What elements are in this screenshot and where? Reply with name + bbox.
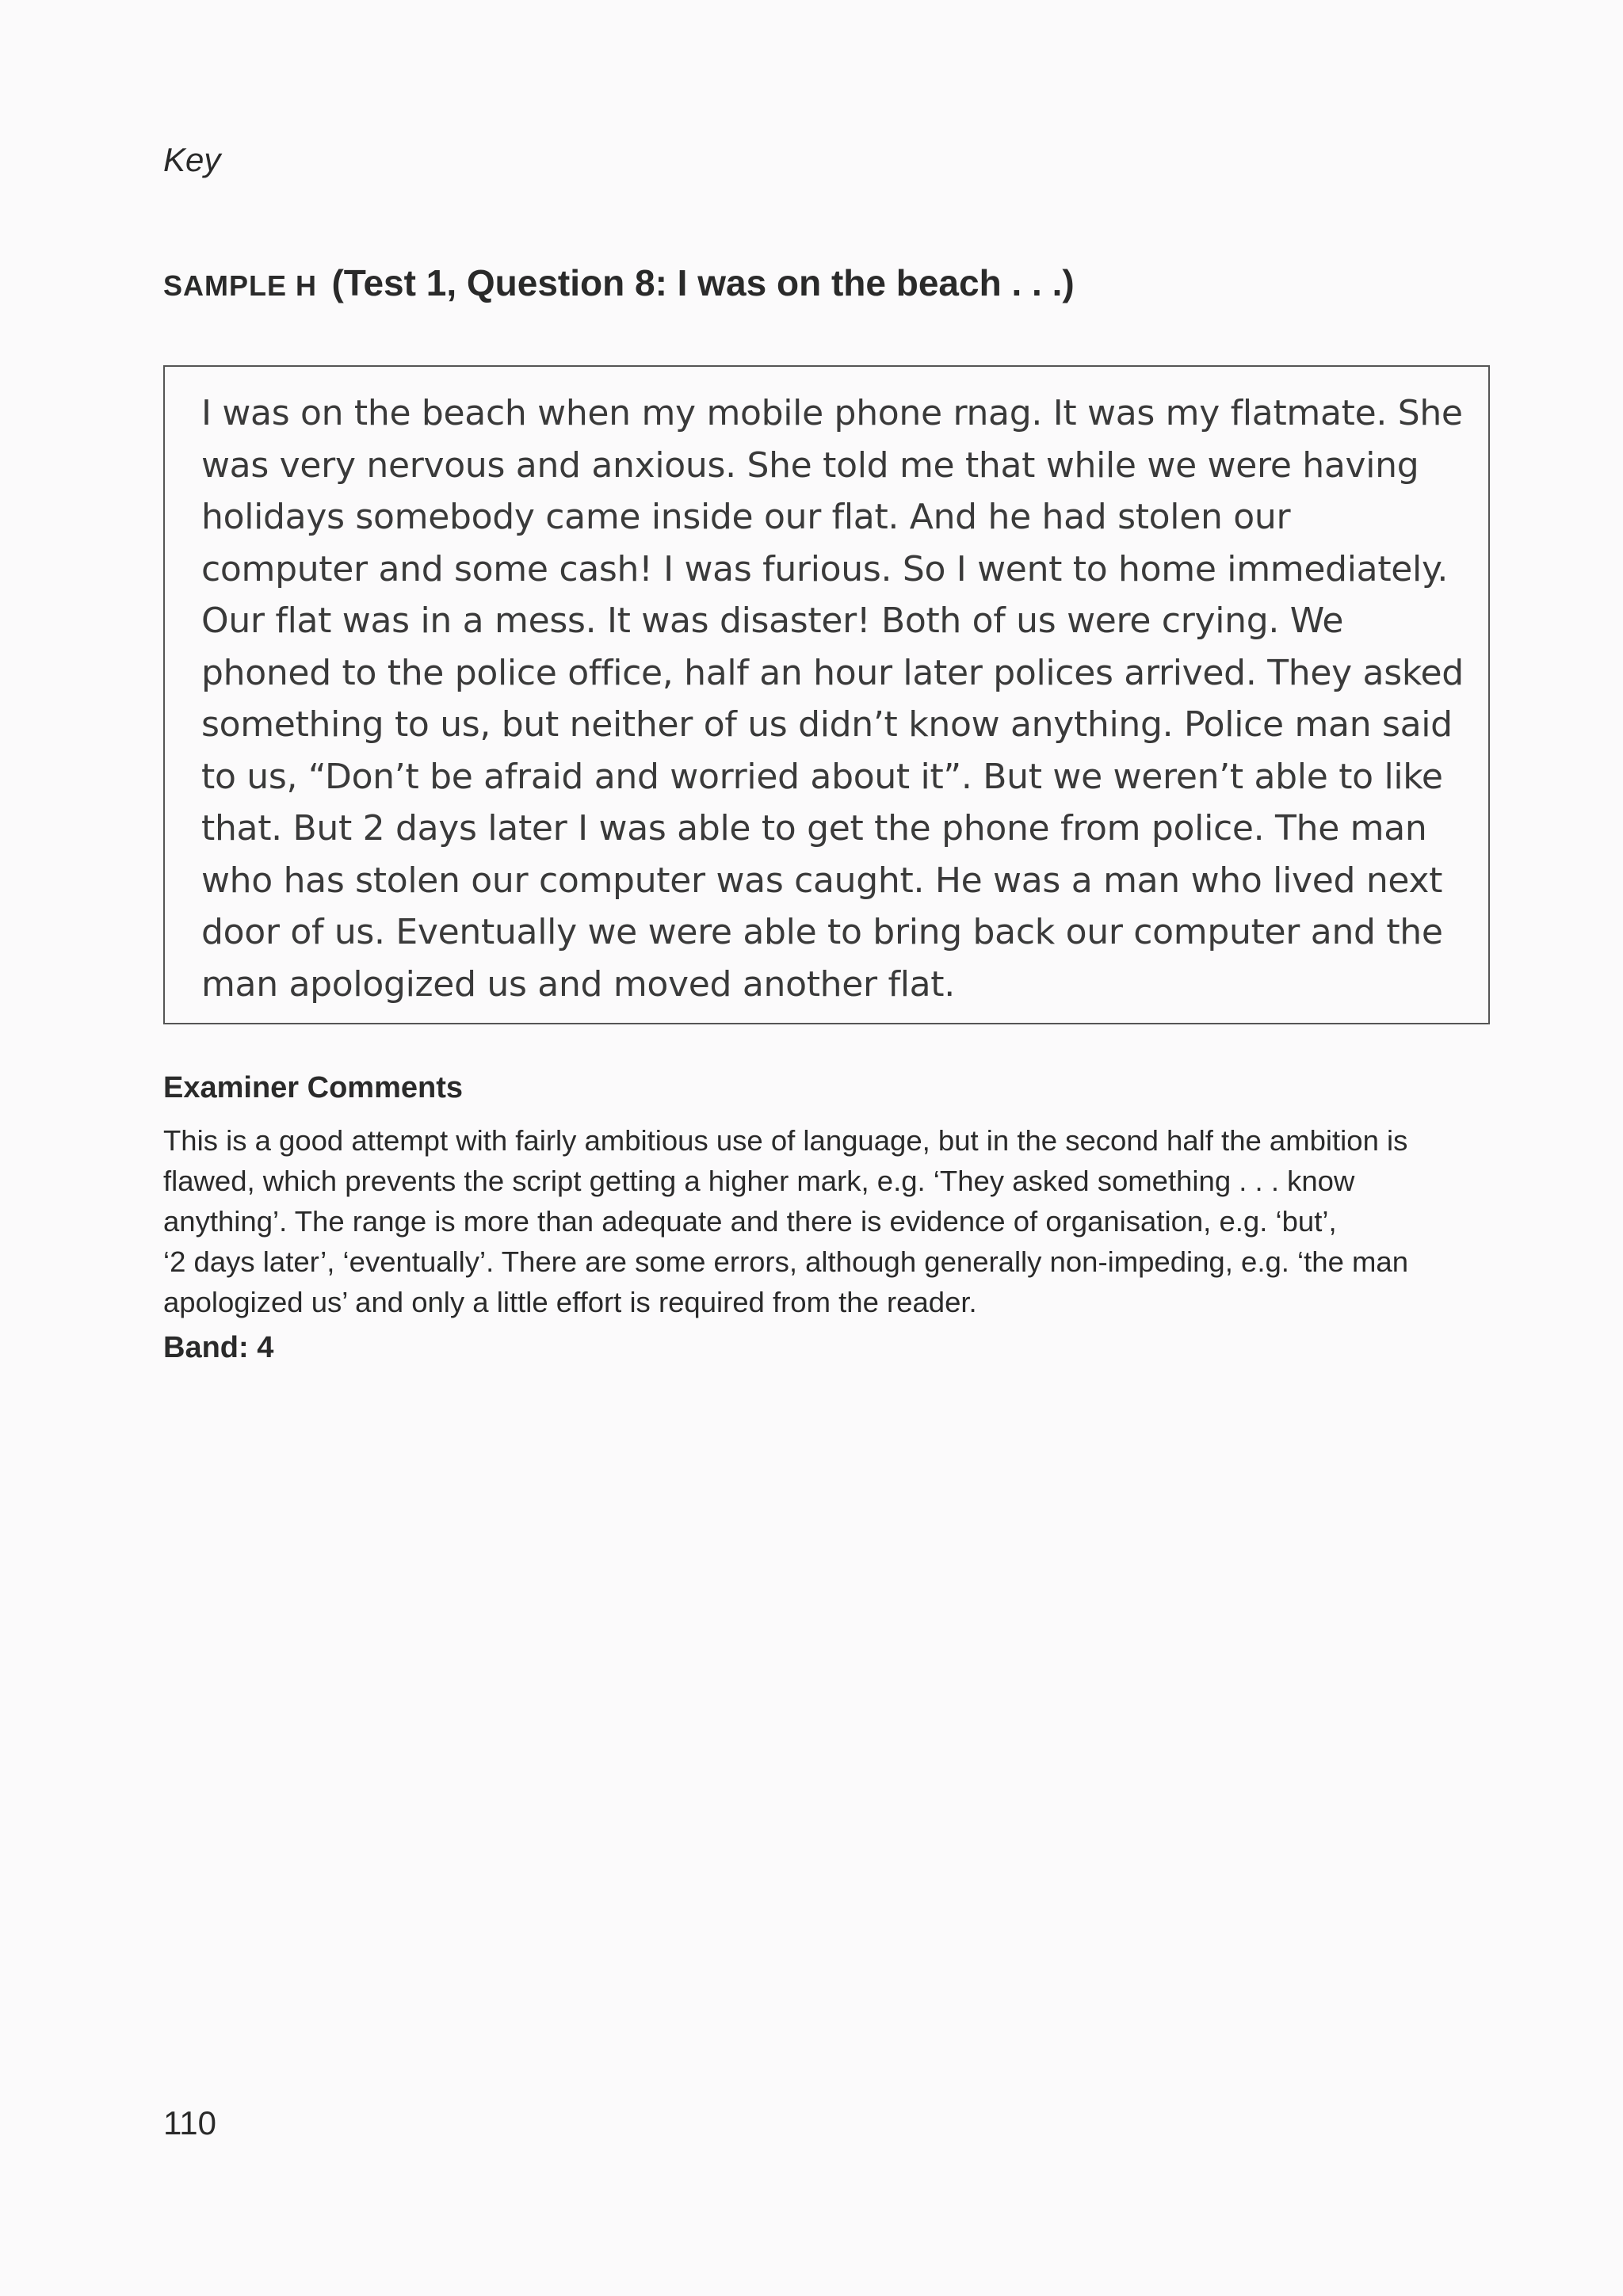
comment-line: This is a good attempt with fairly ambitious use of language, but in the second half the ambition is xyxy=(163,1124,1408,1157)
comment-line: ‘2 days later’, ‘eventually’. There are some errors, although generally non-impeding, e.g. ‘the man xyxy=(163,1245,1409,1278)
comment-line: flawed, which prevents the script getting a higher mark, e.g. ‘They asked something . . . know xyxy=(163,1165,1355,1197)
answer-line: something to us, but neither of us didn’t know anything. Police man said xyxy=(201,704,1453,745)
answer-line: man apologized us and moved another flat. xyxy=(201,963,955,1005)
answer-line: computer and some cash! I was furious. So I went to home immediately. xyxy=(201,548,1449,589)
answer-line: to us, “Don’t be afraid and worried about it”. But we weren’t able to like xyxy=(201,756,1443,797)
answer-line: who has stolen our computer was caught. He was a man who lived next xyxy=(201,860,1443,901)
answer-line: that. But 2 days later I was able to get the phone from police. The man xyxy=(201,808,1427,849)
answer-line: I was on the beach when my mobile phone rnag. It was my flatmate. She xyxy=(201,393,1463,433)
examiner-comments-text xyxy=(163,1120,1503,1322)
running-head: Key xyxy=(163,141,221,178)
sample-label: SAMPLE H xyxy=(163,269,318,302)
examiner-comments-heading: Examiner Comments xyxy=(163,1071,464,1104)
handwritten-answer-box xyxy=(163,365,1490,1024)
page-number: 110 xyxy=(163,2104,216,2142)
sample-question-title: (Test 1, Question 8: I was on the beach . . .) xyxy=(331,262,1075,303)
comment-line: anything’. The range is more than adequate and there is evidence of organisation, e.g. ‘but’, xyxy=(163,1205,1337,1238)
answer-line: phoned to the police office, half an hour later polices arrived. They asked xyxy=(201,652,1464,693)
sample-heading xyxy=(163,261,1075,304)
band-score: Band: 4 xyxy=(163,1331,274,1364)
answer-line: Our flat was in a mess. It was disaster! Both of us were crying. We xyxy=(201,601,1344,641)
comment-line: apologized us’ and only a little effort is required from the reader. xyxy=(163,1286,977,1318)
answer-line: was very nervous and anxious. She told me that while we were having xyxy=(201,444,1419,486)
answer-line: door of us. Eventually we were able to bring back our computer and the xyxy=(201,912,1443,952)
answer-line: holidays somebody came inside our flat. And he had stolen our xyxy=(201,497,1291,537)
